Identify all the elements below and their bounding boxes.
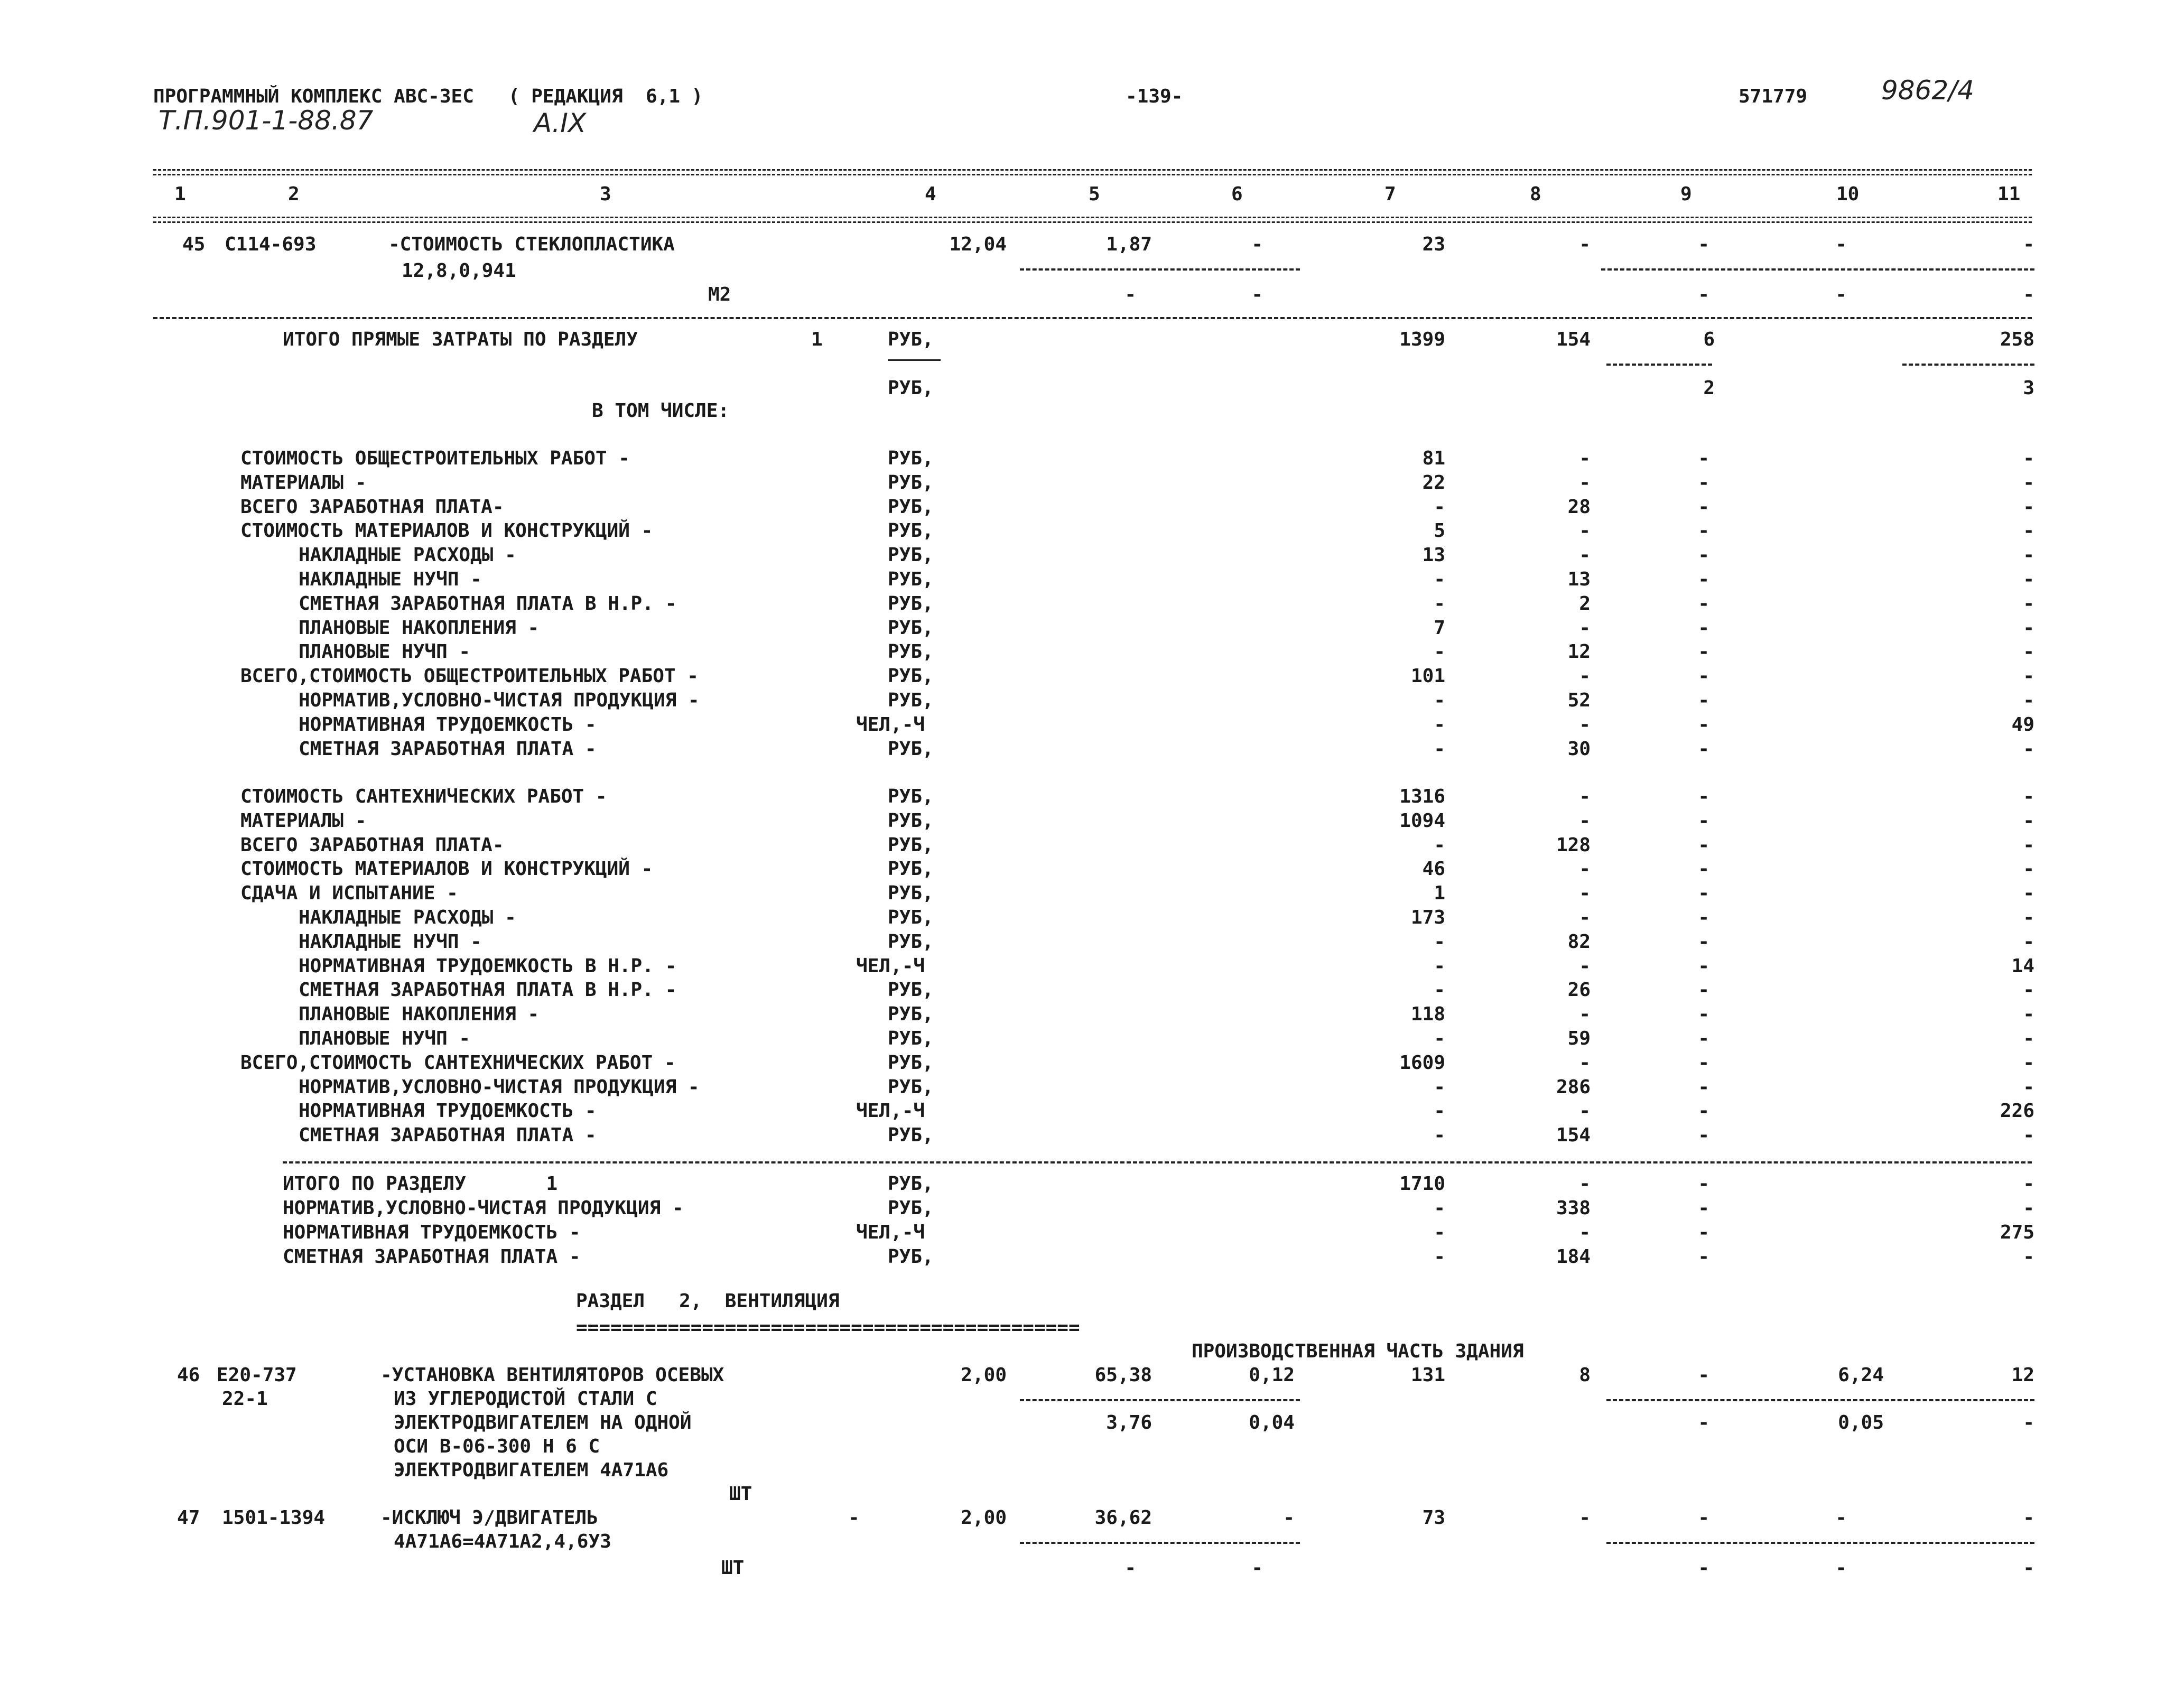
breakdown-c9: - [1698,834,1709,856]
item-c8: 8 [1579,1364,1591,1386]
column-header-4: 4 [925,183,936,205]
item-c11: 12 [2011,1364,2034,1386]
breakdown-c11: - [2023,592,2034,615]
breakdown-c8: - [1579,907,1591,928]
item-name: -СТОИМОСТЬ СТЕКЛОПЛАСТИКА [388,234,675,255]
item-c9: - [1698,1364,1709,1386]
breakdown-c7: 5 [1434,520,1445,542]
breakdown-c7: - [1434,979,1445,1001]
breakdown-c7: 1 [1434,882,1445,905]
direct-totals-c7: 1399 [1399,329,1445,350]
item-c11-per-unit: - [2023,284,2034,305]
section-total-c9: - [1698,1197,1709,1219]
document-code: 571779 [1739,86,1808,107]
item-c11: - [2023,234,2034,255]
breakdown-label: СДАЧА И ИСПЫТАНИЕ - [240,882,458,905]
direct-totals-c11: 258 [2000,329,2034,350]
item-subrule [1020,1399,1300,1401]
breakdown-label: НАКЛАДНЫЕ РАСХОДЫ - [299,907,516,928]
item-c7: 73 [1422,1507,1445,1529]
breakdown-c7: - [1434,738,1445,760]
breakdown-c9: - [1698,569,1709,590]
section-total-label: СМЕТНАЯ ЗАРАБОТНАЯ ПЛАТА - [283,1246,581,1268]
breakdown-c7: 46 [1422,858,1445,880]
item-c5: 65,38 [1094,1364,1152,1386]
item-name-cont: 12,8,0,941 [402,260,516,282]
item-c9-per-unit: - [1698,1557,1709,1579]
item-number: 45 [182,234,206,255]
breakdown-c9: - [1698,544,1709,566]
breakdown-c11: - [2023,520,2034,542]
breakdown-c8: 128 [1556,834,1591,856]
breakdown-c9: - [1698,1076,1709,1098]
breakdown-c7: - [1434,930,1445,953]
breakdown-label: ПЛАНОВЫЕ НУЧП - [299,641,471,663]
breakdown-label: ПЛАНОВЫЕ НУЧП - [299,1028,471,1049]
breakdown-unit: ЧЕЛ,-Ч [856,955,925,977]
item-quantity: 2,00 [961,1364,1007,1386]
breakdown-c11: - [2023,544,2034,566]
section-subheading: ПРОИЗВОДСТВЕННАЯ ЧАСТЬ ЗДАНИЯ [1192,1340,1524,1362]
breakdown-c11: - [2023,1028,2034,1049]
item-name-line: -УСТАНОВКА ВЕНТИЛЯТОРОВ ОСЕВЫХ [380,1364,724,1386]
item-quantity: 12,04 [949,234,1007,255]
section-total-label: ИТОГО ПО РАЗДЕЛУ 1 [283,1173,558,1195]
breakdown-unit: РУБ, [888,448,934,469]
breakdown-c8: - [1579,882,1591,905]
item-number: 46 [177,1364,200,1386]
breakdown-unit: РУБ, [888,1003,934,1026]
column-header-3: 3 [600,183,611,205]
column-header-8: 8 [1530,183,1541,205]
breakdown-label: СТОИМОСТЬ САНТЕХНИЧЕСКИХ РАБОТ - [240,786,607,807]
section-totals-rule [283,1161,2032,1163]
breakdown-c9: - [1698,1051,1709,1074]
item-c5: 1,87 [1106,234,1152,255]
breakdown-c11: - [2023,448,2034,469]
breakdown-unit: ЧЕЛ,-Ч [856,1100,925,1122]
section-total-c7: - [1434,1197,1445,1219]
breakdown-label: МАТЕРИАЛЫ - [240,471,367,494]
item-name-line: ОСИ В-06-300 Н 6 С [394,1436,600,1457]
breakdown-c8: 30 [1567,738,1591,760]
section-total-c7: - [1434,1246,1445,1268]
breakdown-c11: - [2023,617,2034,639]
section-total-c11: - [2023,1197,2034,1219]
item-number: 47 [177,1507,200,1529]
breakdown-unit: ЧЕЛ,-Ч [856,713,925,736]
breakdown-c11: - [2023,786,2034,807]
item-c9: - [1698,234,1709,255]
breakdown-c8: 28 [1567,496,1591,518]
breakdown-c8: 59 [1567,1028,1591,1049]
breakdown-c8: - [1579,471,1591,494]
item-c7: 23 [1422,234,1445,255]
section-total-label: НОРМАТИВ,УСЛОВНО-ЧИСТАЯ ПРОДУКЦИЯ - [283,1197,684,1219]
breakdown-c11: - [2023,496,2034,518]
document-number: 9862/4 [1881,75,1974,106]
breakdown-c8: 154 [1556,1124,1591,1147]
breakdown-unit: РУБ, [888,592,934,615]
item-name-line: -ИСКЛЮЧ Э/ДВИГАТЕЛЬ [380,1507,598,1529]
breakdown-unit: РУБ, [888,471,934,494]
breakdown-c8: - [1579,809,1591,832]
item-c11-per-unit: - [2023,1412,2034,1433]
breakdown-label: НАКЛАДНЫЕ НУЧП - [299,569,482,590]
direct-totals-c9-2: 2 [1703,377,1715,399]
breakdown-label: НОРМАТИВНАЯ ТРУДОЕМКОСТЬ - [299,1100,597,1122]
breakdown-c11: - [2023,665,2034,687]
item-c5: 36,62 [1094,1507,1152,1529]
item-c5-per-unit: - [1124,1557,1136,1579]
column-header-11: 11 [1997,183,2021,205]
breakdown-unit: РУБ, [888,979,934,1001]
item-c10: 6,24 [1838,1364,1884,1386]
item-c10: - [1835,234,1847,255]
section-rule [153,317,2032,319]
breakdown-unit: РУБ, [888,907,934,928]
section-total-c11: 275 [2000,1222,2034,1243]
section-total-c11: - [2023,1246,2034,1268]
breakdown-label: СМЕТНАЯ ЗАРАБОТНАЯ ПЛАТА В Н.Р. - [299,979,677,1001]
breakdown-c8: - [1579,1003,1591,1026]
direct-totals-c11-2: 3 [2023,377,2034,399]
breakdown-label: СМЕТНАЯ ЗАРАБОТНАЯ ПЛАТА В Н.Р. - [299,592,677,615]
column-header-7: 7 [1384,183,1396,205]
breakdown-label: НОРМАТИВ,УСЛОВНО-ЧИСТАЯ ПРОДУКЦИЯ - [299,1076,700,1098]
breakdown-c7: 101 [1410,665,1445,687]
breakdown-c9: - [1698,882,1709,905]
item-c6-per-unit: - [1251,284,1263,305]
breakdown-c9: - [1698,1003,1709,1026]
item-c11: - [2023,1507,2034,1529]
c9-subrule [1606,364,1712,366]
section-title-underline: ============================================ [576,1317,1080,1338]
breakdown-label: ВСЕГО,СТОИМОСТЬ ОБЩЕСТРОИТЕЛЬНЫХ РАБОТ - [240,665,699,687]
item-subrule [1601,268,2034,271]
item-c10-per-unit: 0,05 [1838,1412,1884,1433]
breakdown-c9: - [1698,809,1709,832]
column-header-2: 2 [288,183,300,205]
including-heading: В ТОМ ЧИСЛЕ: [592,400,730,422]
section-total-label: НОРМАТИВНАЯ ТРУДОЕМКОСТЬ - [283,1222,581,1243]
breakdown-label: НОРМАТИВ,УСЛОВНО-ЧИСТАЯ ПРОДУКЦИЯ - [299,690,700,711]
breakdown-c7: - [1434,713,1445,736]
direct-totals-c9: 6 [1703,329,1715,350]
item-c6: - [1283,1507,1295,1529]
item-c6-per-unit: 0,04 [1249,1412,1295,1433]
item-c5-per-unit: - [1124,284,1136,305]
breakdown-c9: - [1698,713,1709,736]
breakdown-c7: 81 [1422,448,1445,469]
section-total-c11: - [2023,1173,2034,1195]
breakdown-c8: 26 [1567,979,1591,1001]
item-name-line: ЭЛЕКТРОДВИГАТЕЛЕМ 4А71А6 [394,1459,669,1481]
breakdown-label: ПЛАНОВЫЕ НАКОПЛЕНИЯ - [299,617,540,639]
breakdown-unit: РУБ, [888,1051,934,1074]
breakdown-c7: - [1434,496,1445,518]
breakdown-c9: - [1698,690,1709,711]
breakdown-c8: 286 [1556,1076,1591,1098]
direct-totals-unit: РУБ, [888,329,934,350]
section-total-unit: РУБ, [888,1197,934,1219]
breakdown-unit: РУБ, [888,930,934,953]
direct-totals-c8: 154 [1556,329,1591,350]
column-header-10: 10 [1836,183,1860,205]
breakdown-c7: 1094 [1399,809,1445,832]
breakdown-label: ВСЕГО ЗАРАБОТНАЯ ПЛАТА- [240,496,504,518]
breakdown-c7: 22 [1422,471,1445,494]
breakdown-c7: - [1434,641,1445,663]
breakdown-c7: - [1434,1100,1445,1122]
breakdown-unit: РУБ, [888,1076,934,1098]
section-total-c9: - [1698,1173,1709,1195]
breakdown-c11: - [2023,1124,2034,1147]
breakdown-unit: РУБ, [888,496,934,518]
breakdown-unit: РУБ, [888,569,934,590]
column-header-5: 5 [1089,183,1100,205]
item-c6: - [1251,234,1263,255]
column-header-1: 1 [174,183,186,205]
unit-subrule [888,359,941,361]
item-c8: - [1579,234,1591,255]
item-code: Е20-737 [217,1364,297,1386]
breakdown-c7: - [1434,1028,1445,1049]
breakdown-c11: - [2023,1076,2034,1098]
tp-number: Т.П.901-1-88.87 [159,105,374,136]
breakdown-c9: - [1698,665,1709,687]
direct-totals-unit-2: РУБ, [888,377,934,399]
c11-subrule [1902,364,2034,366]
table-top-rule [153,169,2032,171]
breakdown-c11: - [2023,569,2034,590]
item-c8: - [1579,1507,1591,1529]
breakdown-label: ВСЕГО,СТОИМОСТЬ САНТЕХНИЧЕСКИХ РАБОТ - [240,1051,676,1074]
item-c10-per-unit: - [1835,1557,1847,1579]
breakdown-unit: РУБ, [888,1028,934,1049]
item-name-line: 4А71А6=4А71А2,4,6У3 [394,1531,611,1552]
breakdown-c11: 226 [2000,1100,2034,1122]
breakdown-c7: - [1434,1124,1445,1147]
item-code: С114-693 [225,234,317,255]
breakdown-unit: РУБ, [888,544,934,566]
breakdown-c7: 173 [1410,907,1445,928]
breakdown-unit: РУБ, [888,809,934,832]
breakdown-c9: - [1698,955,1709,977]
item-quantity: 2,00 [961,1507,1007,1529]
breakdown-unit: РУБ, [888,738,934,760]
breakdown-c9: - [1698,979,1709,1001]
breakdown-label: НАКЛАДНЫЕ НУЧП - [299,930,482,953]
breakdown-c9: - [1698,1028,1709,1049]
item-c6-per-unit: - [1251,1557,1263,1579]
breakdown-c8: 13 [1567,569,1591,590]
breakdown-label: ВСЕГО ЗАРАБОТНАЯ ПЛАТА- [240,834,504,856]
breakdown-c7: 7 [1434,617,1445,639]
breakdown-c7: 118 [1410,1003,1445,1026]
breakdown-c7: 1609 [1399,1051,1445,1074]
breakdown-label: МАТЕРИАЛЫ - [240,809,367,832]
breakdown-c11: - [2023,1051,2034,1074]
program-header: ПРОГРАММНЫЙ КОМПЛЕКС АВС-ЗЕС ( РЕДАКЦИЯ 6,1 ) [153,86,703,107]
breakdown-c9: - [1698,496,1709,518]
section-total-c8: 338 [1556,1197,1591,1219]
item-code-cont: 22-1 [222,1388,268,1410]
section-total-unit: РУБ, [888,1246,934,1268]
breakdown-unit: РУБ, [888,786,934,807]
item-c10: - [1835,1507,1847,1529]
breakdown-c8: 52 [1567,690,1591,711]
breakdown-unit: РУБ, [888,882,934,905]
item-unit: М2 [708,284,731,305]
item-subrule [1020,268,1300,271]
breakdown-c8: - [1579,665,1591,687]
breakdown-c9: - [1698,471,1709,494]
item-subrule [1606,1542,2034,1544]
item-name-line: ИЗ УГЛЕРОДИСТОЙ СТАЛИ С [394,1388,657,1410]
breakdown-c11: - [2023,1003,2034,1026]
breakdown-label: СМЕТНАЯ ЗАРАБОТНАЯ ПЛАТА - [299,1124,597,1147]
breakdown-label: СТОИМОСТЬ МАТЕРИАЛОВ И КОНСТРУКЦИЙ - [240,520,653,542]
section-total-c8: - [1579,1222,1591,1243]
section-total-c8: - [1579,1173,1591,1195]
breakdown-c11: - [2023,979,2034,1001]
section-total-c8: 184 [1556,1246,1591,1268]
item-c9-per-unit: - [1698,284,1709,305]
breakdown-c7: - [1434,592,1445,615]
breakdown-unit: РУБ, [888,858,934,880]
breakdown-c7: 13 [1422,544,1445,566]
item-c9: - [1698,1507,1709,1529]
column-header-6: 6 [1231,183,1243,205]
item-subrule [1020,1542,1300,1544]
breakdown-unit: РУБ, [888,690,934,711]
album-number: А.IX [534,108,587,138]
item-c6: 0,12 [1249,1364,1295,1386]
breakdown-c8: 12 [1567,641,1591,663]
breakdown-c9: - [1698,930,1709,953]
breakdown-c11: - [2023,738,2034,760]
breakdown-label: НАКЛАДНЫЕ РАСХОДЫ - [299,544,516,566]
breakdown-c8: - [1579,617,1591,639]
breakdown-c9: - [1698,738,1709,760]
breakdown-unit: РУБ, [888,1124,934,1147]
breakdown-c8: - [1579,1051,1591,1074]
breakdown-unit: РУБ, [888,520,934,542]
item-unit: ШТ [729,1483,752,1505]
section-total-unit: РУБ, [888,1173,934,1195]
item-c9-per-unit: - [1698,1412,1709,1433]
breakdown-c9: - [1698,641,1709,663]
item-name-line: ЭЛЕКТРОДВИГАТЕЛЕМ НА ОДНОЙ [394,1412,692,1433]
item-c7: 131 [1410,1364,1445,1386]
breakdown-label: НОРМАТИВНАЯ ТРУДОЕМКОСТЬ В Н.Р. - [299,955,677,977]
breakdown-label: НОРМАТИВНАЯ ТРУДОЕМКОСТЬ - [299,713,597,736]
breakdown-c7: - [1434,569,1445,590]
breakdown-c9: - [1698,786,1709,807]
item-c10-per-unit: - [1835,284,1847,305]
breakdown-unit: РУБ, [888,665,934,687]
breakdown-c7: - [1434,690,1445,711]
item-subrule [1606,1399,2034,1401]
breakdown-c8: - [1579,448,1591,469]
item-pre-dash: - [848,1507,860,1529]
breakdown-c8: 2 [1579,592,1591,615]
breakdown-c8: - [1579,544,1591,566]
breakdown-c11: - [2023,809,2034,832]
breakdown-c8: - [1579,786,1591,807]
breakdown-c9: - [1698,520,1709,542]
breakdown-label: СМЕТНАЯ ЗАРАБОТНАЯ ПЛАТА - [299,738,597,760]
breakdown-c7: - [1434,955,1445,977]
breakdown-c11: - [2023,834,2034,856]
breakdown-c11: - [2023,471,2034,494]
item-code: 1501-1394 [222,1507,326,1529]
breakdown-label: ПЛАНОВЫЕ НАКОПЛЕНИЯ - [299,1003,540,1026]
breakdown-c7: - [1434,1076,1445,1098]
header-bottom-rule [153,217,2032,218]
breakdown-c9: - [1698,617,1709,639]
breakdown-c9: - [1698,592,1709,615]
breakdown-c8: - [1579,955,1591,977]
breakdown-c11: 49 [2011,713,2034,736]
breakdown-c11: - [2023,882,2034,905]
item-c5-per-unit: 3,76 [1106,1412,1152,1433]
breakdown-c8: 82 [1567,930,1591,953]
direct-totals-section: 1 [811,329,823,350]
breakdown-label: СТОИМОСТЬ МАТЕРИАЛОВ И КОНСТРУКЦИЙ - [240,858,653,880]
breakdown-c8: - [1579,713,1591,736]
breakdown-label: СТОИМОСТЬ ОБЩЕСТРОИТЕЛЬНЫХ РАБОТ - [240,448,630,469]
breakdown-c9: - [1698,907,1709,928]
item-c11-per-unit: - [2023,1557,2034,1579]
section-total-c7: 1710 [1399,1173,1445,1195]
breakdown-unit: РУБ, [888,834,934,856]
breakdown-c9: - [1698,1100,1709,1122]
section-total-c9: - [1698,1246,1709,1268]
section-total-c7: - [1434,1222,1445,1243]
section-total-c9: - [1698,1222,1709,1243]
breakdown-c11: - [2023,907,2034,928]
breakdown-c8: - [1579,858,1591,880]
breakdown-c9: - [1698,1124,1709,1147]
breakdown-c11: 14 [2011,955,2034,977]
breakdown-unit: РУБ, [888,641,934,663]
section-total-unit: ЧЕЛ,-Ч [856,1222,925,1243]
breakdown-c8: - [1579,1100,1591,1122]
breakdown-c11: - [2023,858,2034,880]
breakdown-c9: - [1698,448,1709,469]
breakdown-c11: - [2023,930,2034,953]
column-header-9: 9 [1680,183,1692,205]
breakdown-c7: - [1434,834,1445,856]
page-number: -139- [1126,86,1183,107]
breakdown-c11: - [2023,690,2034,711]
item-unit: ШТ [721,1557,745,1579]
breakdown-c9: - [1698,858,1709,880]
section-title: РАЗДЕЛ 2, ВЕНТИЛЯЦИЯ [576,1290,840,1312]
breakdown-c7: 1316 [1399,786,1445,807]
breakdown-c8: - [1579,520,1591,542]
breakdown-unit: РУБ, [888,617,934,639]
direct-totals-label: ИТОГО ПРЯМЫЕ ЗАТРАТЫ ПО РАЗДЕЛУ [283,329,638,350]
breakdown-c11: - [2023,641,2034,663]
